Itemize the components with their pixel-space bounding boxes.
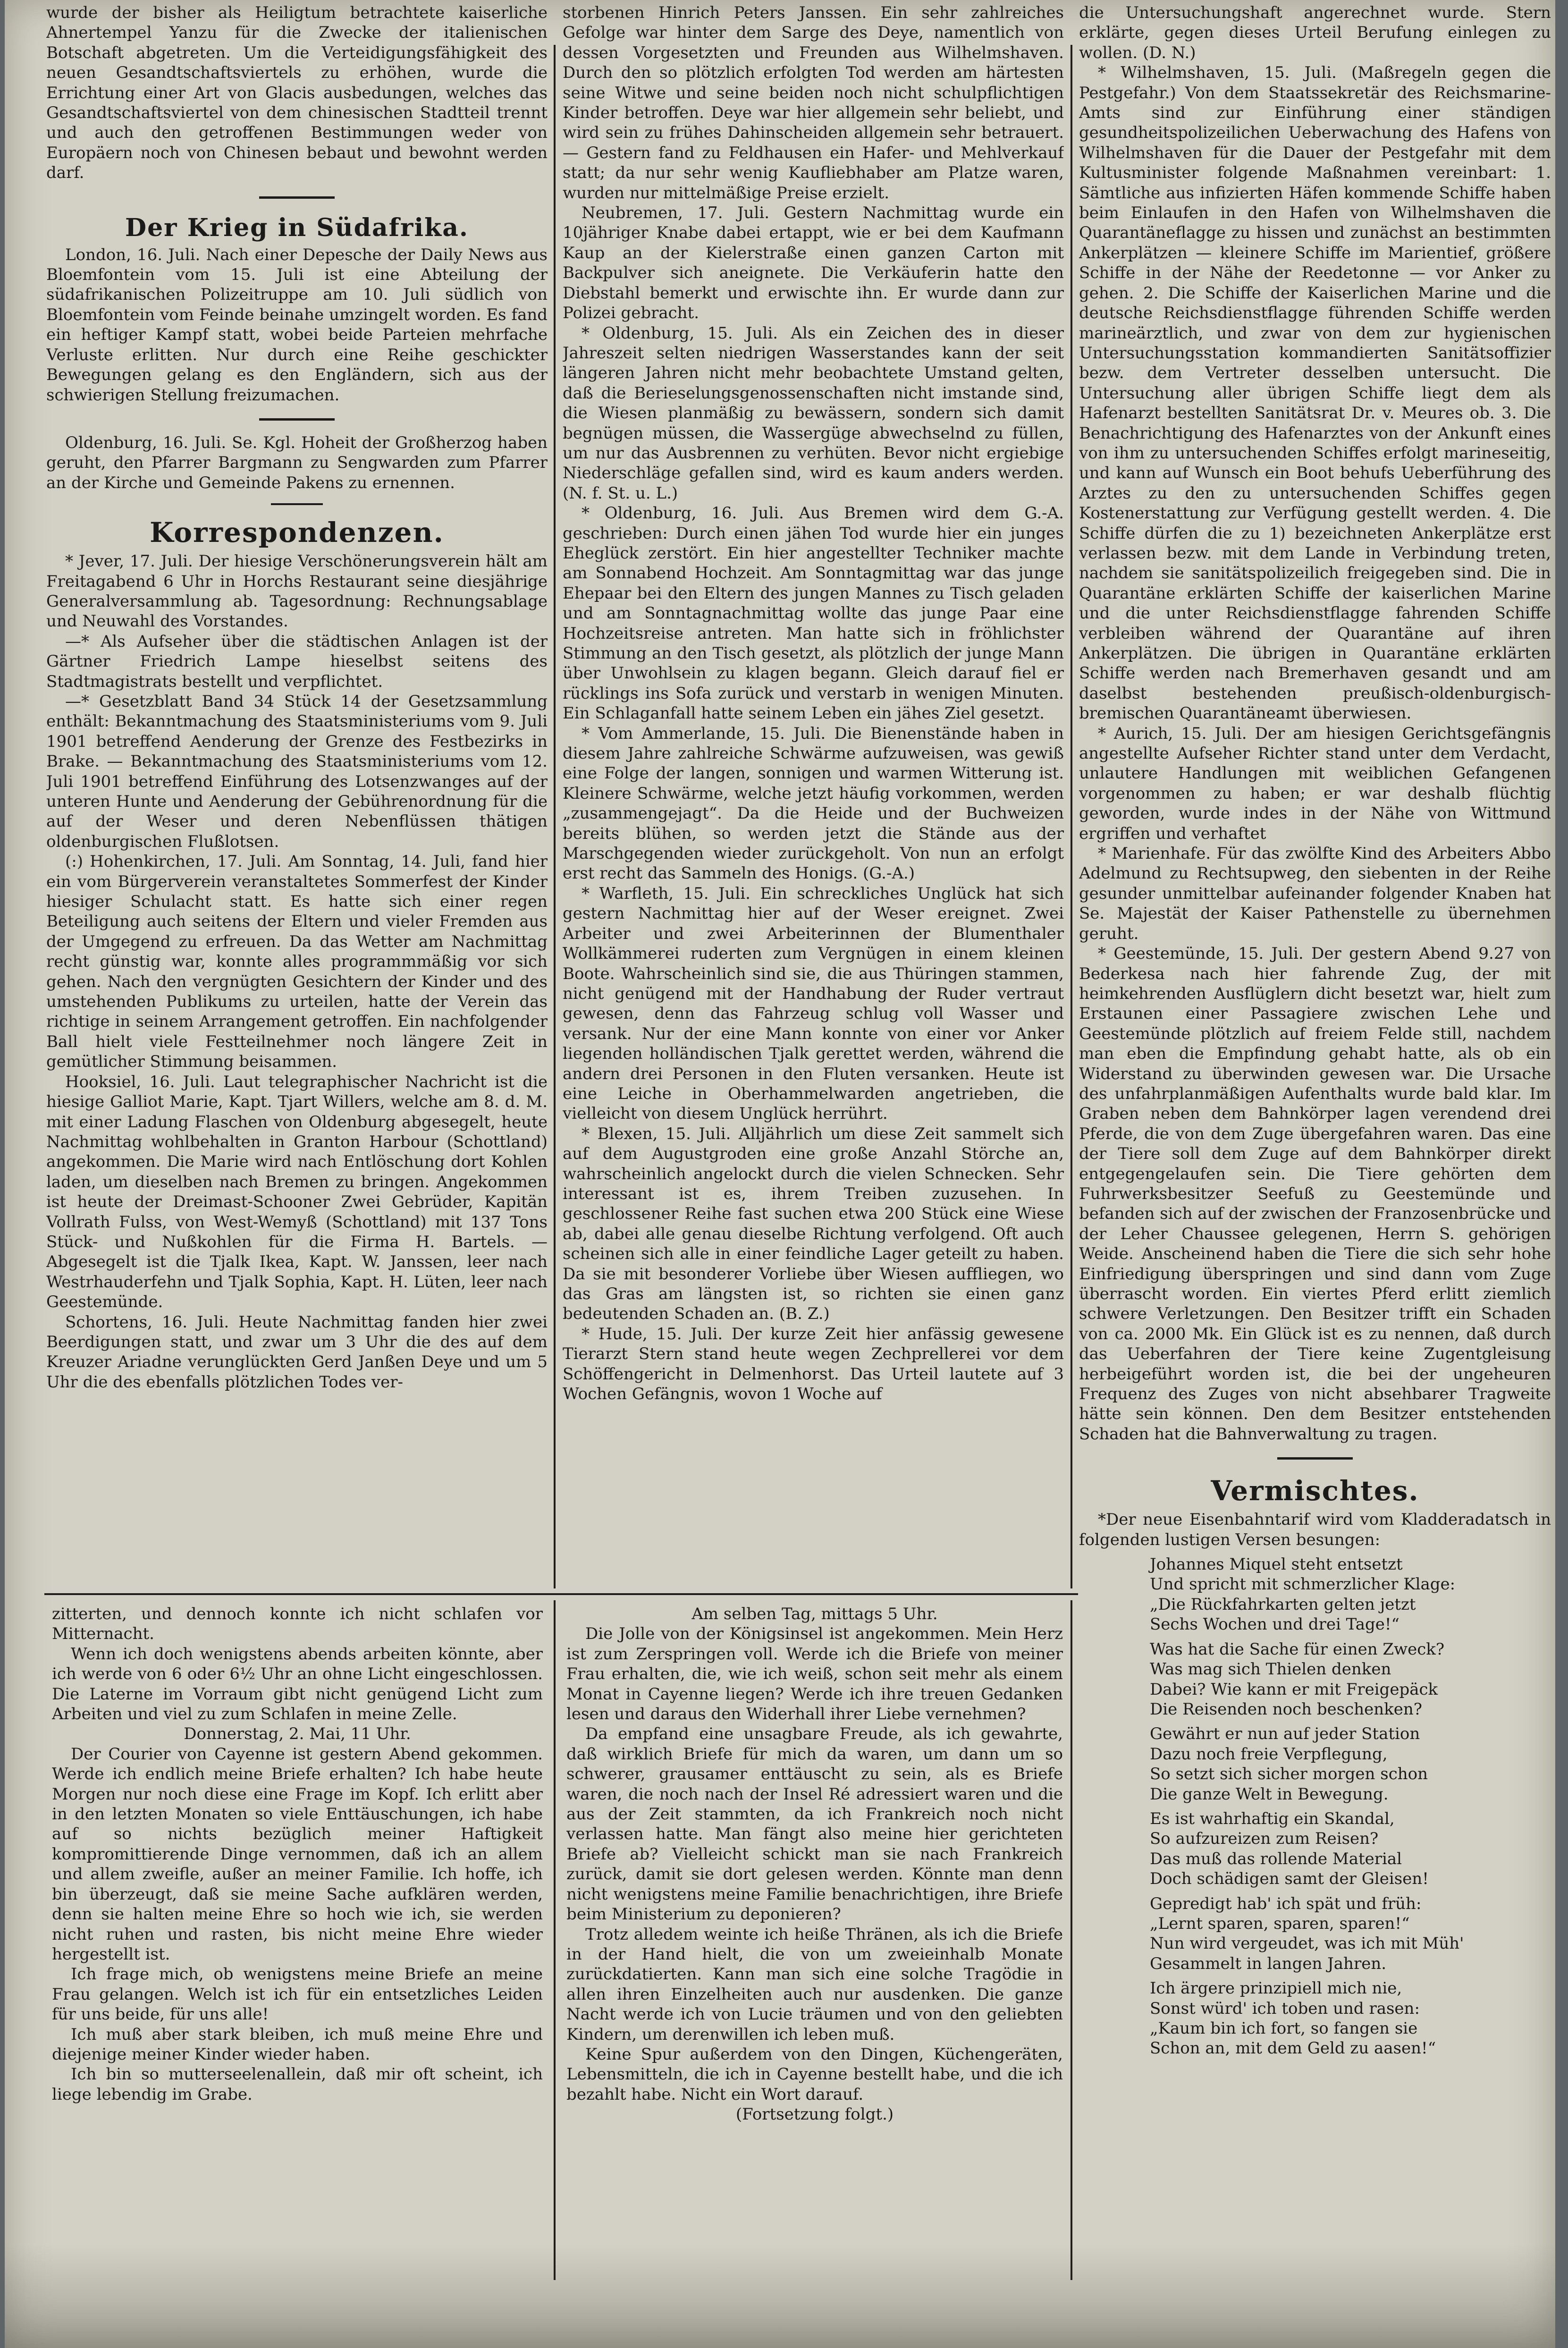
feuilleton-middle: [566, 1604, 1063, 2340]
poem-line: Gewährt er nun auf jeder Station: [1150, 1724, 1420, 1744]
feuilleton-text: Wenn ich doch wenigstens abends arbeiten könnte, aber ich werde von 6 oder 6½ Uhr an ohne Licht eingeschlossen. Die Laterne im Vorraum gibt nicht genügend Licht zum Arbeiten und viel zu zum Schlafen in meine Zelle.: [52, 1644, 543, 1724]
feuilleton-text: zitterten, und dennoch konnte ich nicht schlafen vor Mitternacht.: [52, 1605, 543, 1644]
feuilleton-text: Keine Spur außerdem von den Dingen, Küchengeräten, Lebensmitteln, die ich in Cayenne bestellt habe, und die ich bezahlt habe. Nicht ein Wort darauf.: [566, 2044, 1063, 2104]
stanza-gap: [1079, 1635, 1551, 1639]
heading-vermischtes: Vermischtes.: [1211, 1475, 1419, 1507]
poem-line: Sechs Wochen und drei Tage!“: [1150, 1615, 1399, 1634]
column-3: [1079, 3, 1551, 2335]
feuilleton-left: [52, 1604, 543, 2340]
column-2: [563, 3, 1064, 1589]
feuilleton-text: Ich muß aber stark bleiben, ich muß meine Ehre und diejenige meiner Kinder wieder haben.: [52, 2025, 543, 2064]
poem-line: So aufzureizen zum Reisen?: [1150, 1829, 1379, 1849]
column-rule: [1071, 45, 1072, 1588]
divider: [259, 418, 335, 421]
article-geestemuende: * Geestemünde, 15. Juli. Der gestern Abend 9.27 von Bederkesa nach hier fahrende Zug, der mit heimkehrenden Ausflüglern dicht besetzt war, hielt zum Erstaunen einer Passagiere zwischen Lehe und Geestemünde plötzlich auf freiem Felde still, nachdem man eben die Empfindung gehabt hatte, als ob ein Widerstand zu überwinden gewesen war. Die Ursache des unfahrplanmäßigen Aufenthalts wurde bald klar. Im Graben neben dem Bahnkörper lagen verendend drei Pferde, die von dem Zuge übergefahren waren. Das eine der Tiere soll dem Zuge auf dem Bahnkörper direkt entgegengelaufen sein. Die Tiere gehörten dem Fuhrwerksbesitzer Seefuß zu Geestemünde und befanden sich auf der zwischen der Franzosenbrücke und der Leher Chaussee gelegenen, Herrn S. gehörigen Weide. Anscheinend haben die Tiere die sich sehr hohe Einfriedigung überspringen und sind dann vom Zuge überrascht worden. Ein viertes Pferd erlitt ziemlich schwere Verletzungen. Den Besitzer trifft ein Schaden von ca. 2000 Mk. Ein Glück ist es zu nennen, daß durch das Ueberfahren der Tiere keine Zugentgleisung herbeigeführt worden ist, die bei der ungeheuren Frequenz des Zuges von nicht absehbarer Tragweite hätte sein können. Den dem Besitzer entstehenden Schaden hat die Bahnverwaltung zu tragen.: [1079, 944, 1551, 1444]
feuilleton-text: Trotz alledem weinte ich heiße Thränen, als ich die Briefe in der Hand hielt, die von um zweieinhalb Monate zurückdatierten. Kann man sich eine solche Tragödie in allen ihren Einzelheiten auch nur ausdenken. Die ganze Nacht werde ich von Lucie träumen und von den geliebten Kindern, um derenwillen ich leben muß.: [566, 1925, 1063, 2044]
divider: [271, 503, 323, 505]
article-stern: die Untersuchungshaft angerechnet wurde. Stern erklärte, gegen dieses Urteil Berufung einlegen zu wollen. (D. N.): [1079, 3, 1551, 62]
poem-line: Schon an, mit dem Geld zu aasen!“: [1150, 2039, 1436, 2058]
column-rule: [554, 1600, 556, 2280]
feuilleton-text: Ich bin so mutterseelenallein, daß mir oft scheint, ich liege lebendig im Grabe.: [52, 2065, 543, 2104]
poem-line: Sonst würd' ich toben und rasen:: [1150, 1999, 1420, 2018]
column-rule: [554, 45, 556, 1588]
newspaper-page: [5, 0, 1555, 2348]
article-london: London, 16. Juli. Nach einer Depesche der Daily News aus Bloemfontein vom 15. Juli ist eine Abteilung der südafrikanischen Polizeitruppe am 10. Juli südlich von Bloemfontein vom Feinde beinahe umzingelt worden. Es fand ein heftiger Kampf statt, wobei beide Parteien mehrfache Verluste erlitten. Nur durch eine Reihe geschickter Bewegungen gelang es den Engländern, sich aus der schwierigen Stellung freizumachen.: [46, 245, 548, 405]
continuation-note: (Fortsetzung folgt.): [735, 2105, 894, 2124]
feuilleton-text: Der Courier von Cayenne ist gestern Abend gekommen. Werde ich endlich meine Briefe erhalten? Ich habe heute Morgen nur noch diese eine Frage im Kopf. Ich erlitt aber in den letzten Monaten so viele Enttäuschungen, ich habe auf so nichts bezüglich meiner Haftigkeit kompromittierende Dinge vernommen, daß ich an allem und allem zweifle, außer an meiner Familie. Ich hoffe, ich bin überzeugt, daß sie meine Sache aufklären werden, denn sie halten meine Ehre so hoch wie ich, sie werden nicht ruhen und rasten, bis nicht meine Ehre wieder hergestellt ist.: [52, 1744, 543, 1964]
article-jever: * Jever, 17. Juli. Der hiesige Verschönerungsverein hält am Freitagabend 6 Uhr in Horchs Restaurant seine diesjährige Generalversammlung ab. Tagesordnung: Rechnungsablage und Neuwahl des Vorstandes.: [46, 552, 548, 631]
article-schortens: Schortens, 16. Juli. Heute Nachmittag fanden hier zwei Beerdigungen statt, und zwar um 3 Uhr die des auf dem Kreuzer Ariadne verunglückten Gerd Janßen Deye und um 5 Uhr die des ebenfalls plötzlichen Todes ver-: [46, 1312, 548, 1392]
column-rule: [1071, 1600, 1072, 2280]
poem: [1079, 1550, 1551, 2059]
diary-date: Donnerstag, 2. Mai, 11 Uhr.: [184, 1724, 411, 1744]
poem-line: Was hat die Sache für einen Zweck?: [1150, 1639, 1445, 1659]
poem-line: „Die Rückfahrkarten gelten jetzt: [1150, 1595, 1416, 1614]
article-yanzu: wurde der bisher als Heiligtum betrachtete kaiserliche Ahnertempel Yanzu für die Zwecke der italienischen Botschaft abgetreten. Um die Verteidigungsfähigkeit des neuen Gesandtschaftsviertels zu erhöhen, wurde die Errichtung einer Art von Glacis ausbedungen, welches das Gesandtschaftsviertel von dem chinesischen Stadtteil trennt und auch den getroffenen Bestimmungen weder von Europäern noch von Chinesen bebaut und bewohnt werden darf.: [46, 3, 548, 183]
article-aufseher: —* Als Aufseher über die städtischen Anlagen ist der Gärtner Friedrich Lampe hieselbst seitens des Stadtmagistrats bestellt und verpflichtet.: [46, 632, 548, 691]
poem-line: Die Reisenden noch beschenken?: [1150, 1699, 1422, 1719]
poem-line: „Lernt sparen, sparen, sparen!“: [1150, 1914, 1410, 1933]
article-ammerland: * Vom Ammerlande, 15. Juli. Die Bienenstände haben in diesem Jahre zahlreiche Schwärme aufzuweisen, was gewiß eine Folge der langen, sonnigen und warmen Witterung ist. Kleinere Schwärme, welche jetzt häufig vorkommen, werden „zusammengejagt“. Da die Heide und der Buchweizen bereits blühen, so werden jetzt die Stände aus der Marschgegenden wieder zurückgeholt. Von nun an erfolgt erst recht das Sammeln des Honigs. (G.-A.): [563, 724, 1064, 883]
poem-line: Was mag sich Thielen denken: [1150, 1660, 1391, 1679]
poem-line: Dazu noch freie Verpflegung,: [1150, 1744, 1388, 1764]
stanza-gap: [1079, 1719, 1551, 1724]
article-janssen: storbenen Hinrich Peters Janssen. Ein sehr zahlreiches Gefolge war hinter dem Sarge des Deye, namentlich von dessen Vorgesetzten und Freunden aus Wilhelmshaven. Durch den so plötzlich erfolgten Tod werden am härtesten seine Witwe und seine beiden noch nicht schulpflichtigen Kinder betroffen. Deye war hier allgemein sehr beliebt, und wird sein zu frühes Dahinscheiden allgemein sehr betrauert. — Gestern fand zu Feldhausen ein Hafer- und Mehlverkauf statt; da nur sehr wenig Kaufliebhaber am Platze waren, wurden nur mittelmäßige Preise erzielt.: [563, 3, 1064, 203]
column-1: [46, 3, 548, 1589]
poem-line: „Kaum bin ich fort, so fangen sie: [1150, 2019, 1418, 2038]
feuilleton-text: Da empfand eine unsagbare Freude, als ich gewahrte, daß wirklich Briefe für mich da waren, um dann um so schwerer, grausamer enttäuscht zu sein, als es Briefe waren, die noch nach der Insel Ré adressiert waren und die aus der Zeit stammten, da ich Frankreich noch nicht verlassen hatte. Man fängt also meine hier gerichteten Briefe ab? Vielleicht schickt man sie nach Frankreich zurück, damit sie dort gelesen werden. Könnte man denn nicht wenigstens meine Familie benachrichtigen, ihre Briefe beim Ministerium zu deponieren?: [566, 1724, 1063, 1924]
feuilleton-text: Die Jolle von der Königsinsel ist angekommen. Mein Herz ist zum Zerspringen voll. Werde ich die Briefe von meiner Frau erhalten, die, wie ich weiß, schon seit mehr als einem Monat in Cayenne liegen? Werde ich ihre treuen Gedanken lesen und daraus den Widerhall ihrer Liebe vernehmen?: [566, 1624, 1063, 1724]
poem-line: Und spricht mit schmerzlicher Klage:: [1150, 1575, 1456, 1594]
article-wilhelmshaven: * Wilhelmshaven, 15. Juli. (Maßregeln gegen die Pestgefahr.) Von dem Staatssekretär des Reichsmarine-Amts sind zur Einführung einer ständigen gesundheitspolizeilichen Ueberwachung des Hafens von Wilhelmshaven für die Dauer der Pestgefahr mit dem Kultusminister folgende Maßnahmen vereinbart: 1. Sämtliche aus infizierten Häfen kommende Schiffe haben beim Einlaufen in den Hafen von Wilhelmshaven die Quarantäneflagge zu hissen und zunächst an bestimmten Ankerplätzen — kleinere Schiffe im Marientief, größere Schiffe in der Nähe der Reedetonne — vor Anker zu gehen. 2. Die Schiffe der Kaiserlichen Marine und die deutsche Reichsdienstflagge führenden Schiffe werden marineärztlich, und zwar von dem zur hygienischen Untersuchungsstation kommandierten Sanitätsoffizier bezw. dem Vertreter desselben untersucht. Die Untersuchung aller übrigen Schiffe liegt dem als Hafenarzt bestellten Sanitätsrat Dr. v. Meures ob. 3. Die Benachrichtigung des Hafenarztes von der Ankunft eines von ihm zu untersuchenden Schiffes erfolgt marineseitig, und kann auf Wunsch ein Boot behufs Ueberführung des Arztes zu den zu untersuchenden Schiffes gegen Kostenerstattung zur Verfügung gestellt werden. 4. Die Schiffe dürfen die zu 1) bezeichneten Ankerplätze erst verlassen bezw. mit dem Lande in Verbindung treten, nachdem sie sanitätspolizeilich freigegeben sind. Die in Quarantäne erklärten Schiffe der kaiserlichen Marine und die unter Reichsdienstflagge fahrenden Schiffe verbleiben während der Quarantäne auf ihren Ankerplätzen. Die übrigen in Quarantäne erklärten Schiffe werden nach Bremerhaven gesandt und am daselbst bestehenden preußisch-oldenburgisch-bremischen Quarantäneamt überwiesen.: [1079, 63, 1551, 723]
poem-line: Gepredigt hab' ich spät und früh:: [1150, 1894, 1422, 1913]
poem-line: Dabei? Wie kann er mit Freigepäck: [1150, 1680, 1438, 1699]
article-hude: * Hude, 15. Juli. Der kurze Zeit hier anfässig gewesene Tierarzt Stern stand heute wegen Zechprellerei vor dem Schöffengericht in Delmenhorst. Das Urteil lautete auf 3 Wochen Gefängnis, wovon 1 Woche auf: [563, 1324, 1064, 1404]
stanza-gap: [1079, 1804, 1551, 1809]
article-hooksiel: Hooksiel, 16. Juli. Laut telegraphischer Nachricht ist die hiesige Galliot Marie, Kapt. Tjart Willers, welche am 8. d. M. mit einer Ladung Flaschen von Oldenburg abgesegelt, heute Nachmittag wohlbehalten in Granton Harbour (Schottland) angekommen. Die Marie wird nach Entlöschung dort Kohlen laden, um dieselben nach Bremen zu bringen. Angekommen ist heute der Dreimast-Schooner Zwei Gebrüder, Kapitän Vollrath Fulss, von West-Wemyß (Schottland) mit 137 Tons Stück- und Nußkohlen für die Firma H. Bartels. — Abgesegelt ist die Tjalk Ikea, Kapt. W. Janssen, leer nach Westrhauderfehn und Tjalk Sophia, Kapt. H. Lüten, leer nach Geestemünde.: [46, 1072, 548, 1312]
article-oldenburg-2: * Oldenburg, 15. Juli. Als ein Zeichen des in dieser Jahreszeit selten niedrigen Wasserstandes kann der seit längeren Jahren nicht mehr beobachtete Umstand gelten, daß die Berieselungsgenossenschaften nicht imstande sind, die Wiesen planmäßig zu bewässern, sondern sich damit begnügen müssen, die Wassergüge abwechselnd zu füllen, um nur das Ausbrennen zu verhüten. Bevor nicht ergiebige Niederschläge gefallen sind, wird es kaum anders werden. (N. f. St. u. L.): [563, 323, 1064, 503]
stanza-gap: [1079, 1889, 1551, 1894]
heading-korrespondenzen: Korrespondenzen.: [150, 516, 444, 549]
poem-line: Die ganze Welt in Bewegung.: [1150, 1784, 1389, 1804]
poem-line: So setzt sich sicher morgen schon: [1150, 1765, 1428, 1784]
poem-line: Das muß das rollende Material: [1150, 1849, 1402, 1868]
article-marienhafe: * Marienhafe. Für das zwölfte Kind des Arbeiters Abbo Adelmund zu Rechtsupweg, den siebenten in der Reihe gesunder unmittelbar aufeinander folgender Knaben hat Se. Majestät der Kaiser Pathenstelle zu übernehmen geruht.: [1079, 844, 1551, 943]
poem-line: Johannes Miquel steht entsetzt: [1150, 1555, 1403, 1574]
stanza-gap: [1079, 1550, 1551, 1554]
article-aurich: * Aurich, 15. Juli. Der am hiesigen Gerichtsgefängnis angestellte Aufseher Richter stand unter dem Verdacht, unlautere Handlungen mit weiblichen Gefangenen vorgenommen zu haben; er war deshalb flüchtig geworden, wurde indes in der Nähe von Wittmund ergriffen und verhaftet: [1079, 724, 1551, 843]
article-hohenkirchen: (:) Hohenkirchen, 17. Juli. Am Sonntag, 14. Juli, fand hier ein vom Bürgerverein veranstaltetes Sommerfest der Kinder hiesiger Schulacht statt. Es hatte sich einer regen Beteiligung auch seitens der Eltern und vieler Fremden aus der Umgegend zu erfreuen. Da das Wetter am Nachmittag recht günstig war, konnte alles programmmäßig vor sich gehen. Nach den vergnügten Gesichtern der Kinder und des umstehenden Publikums zu urteilen, hatte der Verein das richtige in seinem Arrangement getroffen. Ein nachfolgender Ball hielt viele Festteilnehmer noch längere Zeit in gemütlicher Stimmung beisammen.: [46, 852, 548, 1072]
article-gesetzblatt: —* Gesetzblatt Band 34 Stück 14 der Gesetzsammlung enthält: Bekanntmachung des Staatsministeriums vom 9. Juli 1901 betreffend Aenderung der Grenze des Festbezirks in Brake. — Bekanntmachung des Staatsministeriums vom 12. Juli 1901 betreffend Einführung des Lotsenzwanges auf der unteren Hunte und Aenderung der Gebührenordnung für die auf der Weser und deren Nebenflüssen thätigen oldenburgischen Flußlotsen.: [46, 692, 548, 851]
article-oldenburg-3: * Oldenburg, 16. Juli. Aus Bremen wird dem G.-A. geschrieben: Durch einen jähen Tod wurde hier ein junges Eheglück zerstört. Ein hier angestellter Techniker machte am Sonnabend Hochzeit. Am Sonntagmittag war das junge Ehepaar bei den Eltern des jungen Mannes zu Tisch geladen und am Sonntagnachmittag wollte das junge Paar eine Hochzeitsreise antreten. Man hatte sich in fröhlichster Stimmung an den Tisch gesetzt, als plötzlich der junge Mann über Unwohlsein zu klagen begann. Gleich darauf fiel er rücklings ins Sofa zurück und verstarb in wenigen Minuten. Ein Schlaganfall hatte seinem Leben ein jähes Ziel gesetzt.: [563, 504, 1064, 723]
poem-line: Es ist wahrhaftig ein Skandal,: [1150, 1809, 1395, 1828]
poem-line: Ich ärgere prinzipiell mich nie,: [1150, 1979, 1402, 1998]
divider: [259, 196, 335, 199]
feuilleton-text: Ich frage mich, ob wenigstens meine Briefe an meine Frau gelangen. Welch ist ich für ein entsetzliches Leiden für uns beide, für uns alle!: [52, 1965, 543, 2024]
article-neubremen: Neubremen, 17. Juli. Gestern Nachmittag wurde ein 10jähriger Knabe dabei ertappt, wie er bei dem Kaufmann Kaup an der Kielerstraße einen ganzen Carton mit Backpulver sich aneignete. Die Verkäuferin hatte den Diebstahl bemerkt und erwischte ihn. Er wurde dann zur Polizei gebracht.: [563, 203, 1064, 323]
diary-date: Am selben Tag, mittags 5 Uhr.: [691, 1605, 938, 1623]
poem-line: Doch schädigen samt der Gleisen!: [1150, 1869, 1429, 1889]
section-rule: [44, 1593, 1078, 1595]
article-blexen: * Blexen, 15. Juli. Alljährlich um diese Zeit sammelt sich auf dem Augustgroden eine große Anzahl Störche an, wahrscheinlich angelockt durch die vielen Schnecken. Sehr interessant ist es, ihrem Treiben zuzusehen. In geschlossener Reihe fast suchen etwa 200 Stück eine Wiese ab, dabei alle genau dieselbe Richtung verfolgend. Oft auch scheinen sich alle in einer feindliche Lager geteilt zu haben. Da sie mit besonderer Vorliebe über Wiesen auffliegen, wo das Gras am längsten ist, so richten sie einen ganz bedeutenden Schaden an. (B. Z.): [563, 1124, 1064, 1324]
stanza-gap: [1079, 1974, 1551, 1978]
article-eisenbahntarif: *Der neue Eisenbahntarif wird vom Kladderadatsch in folgenden lustigen Versen besungen:: [1079, 1510, 1551, 1549]
article-warfleth: * Warfleth, 15. Juli. Ein schreckliches Unglück hat sich gestern Nachmittag hier auf der Weser ereignet. Zwei Arbeiter und zwei Arbeiterinnen der Blumenthaler Wollkämmerei ruderten zum Vergnügen in einem kleinen Boote. Wahrscheinlich sind sie, die aus Thüringen stammen, nicht genügend mit der Handhabung der Ruder vertraut gewesen, denn das Fahrzeug schlug voll Wasser und versank. Nur der eine Mann konnte von einer vor Anker liegenden holländischen Tjalk gerettet werden, während die andern drei Personen in den Fluten versanken. Heute ist eine Leiche in Oberhammelwarden angetrieben, die vielleicht von diesem Unglück herrührt.: [563, 884, 1064, 1123]
divider: [1277, 1457, 1353, 1460]
article-oldenburg-1: Oldenburg, 16. Juli. Se. Kgl. Hoheit der Großherzog haben geruht, den Pfarrer Bargmann zu Sengwarden zum Pfarrer an der Kirche und Gemeinde Pakens zu ernennen.: [46, 433, 548, 492]
poem-line: Gesammelt in langen Jahren.: [1150, 1954, 1387, 1973]
heading-krieg: Der Krieg in Südafrika.: [125, 213, 469, 242]
poem-line: Nun wird vergeudet, was ich mit Müh': [1150, 1934, 1464, 1953]
